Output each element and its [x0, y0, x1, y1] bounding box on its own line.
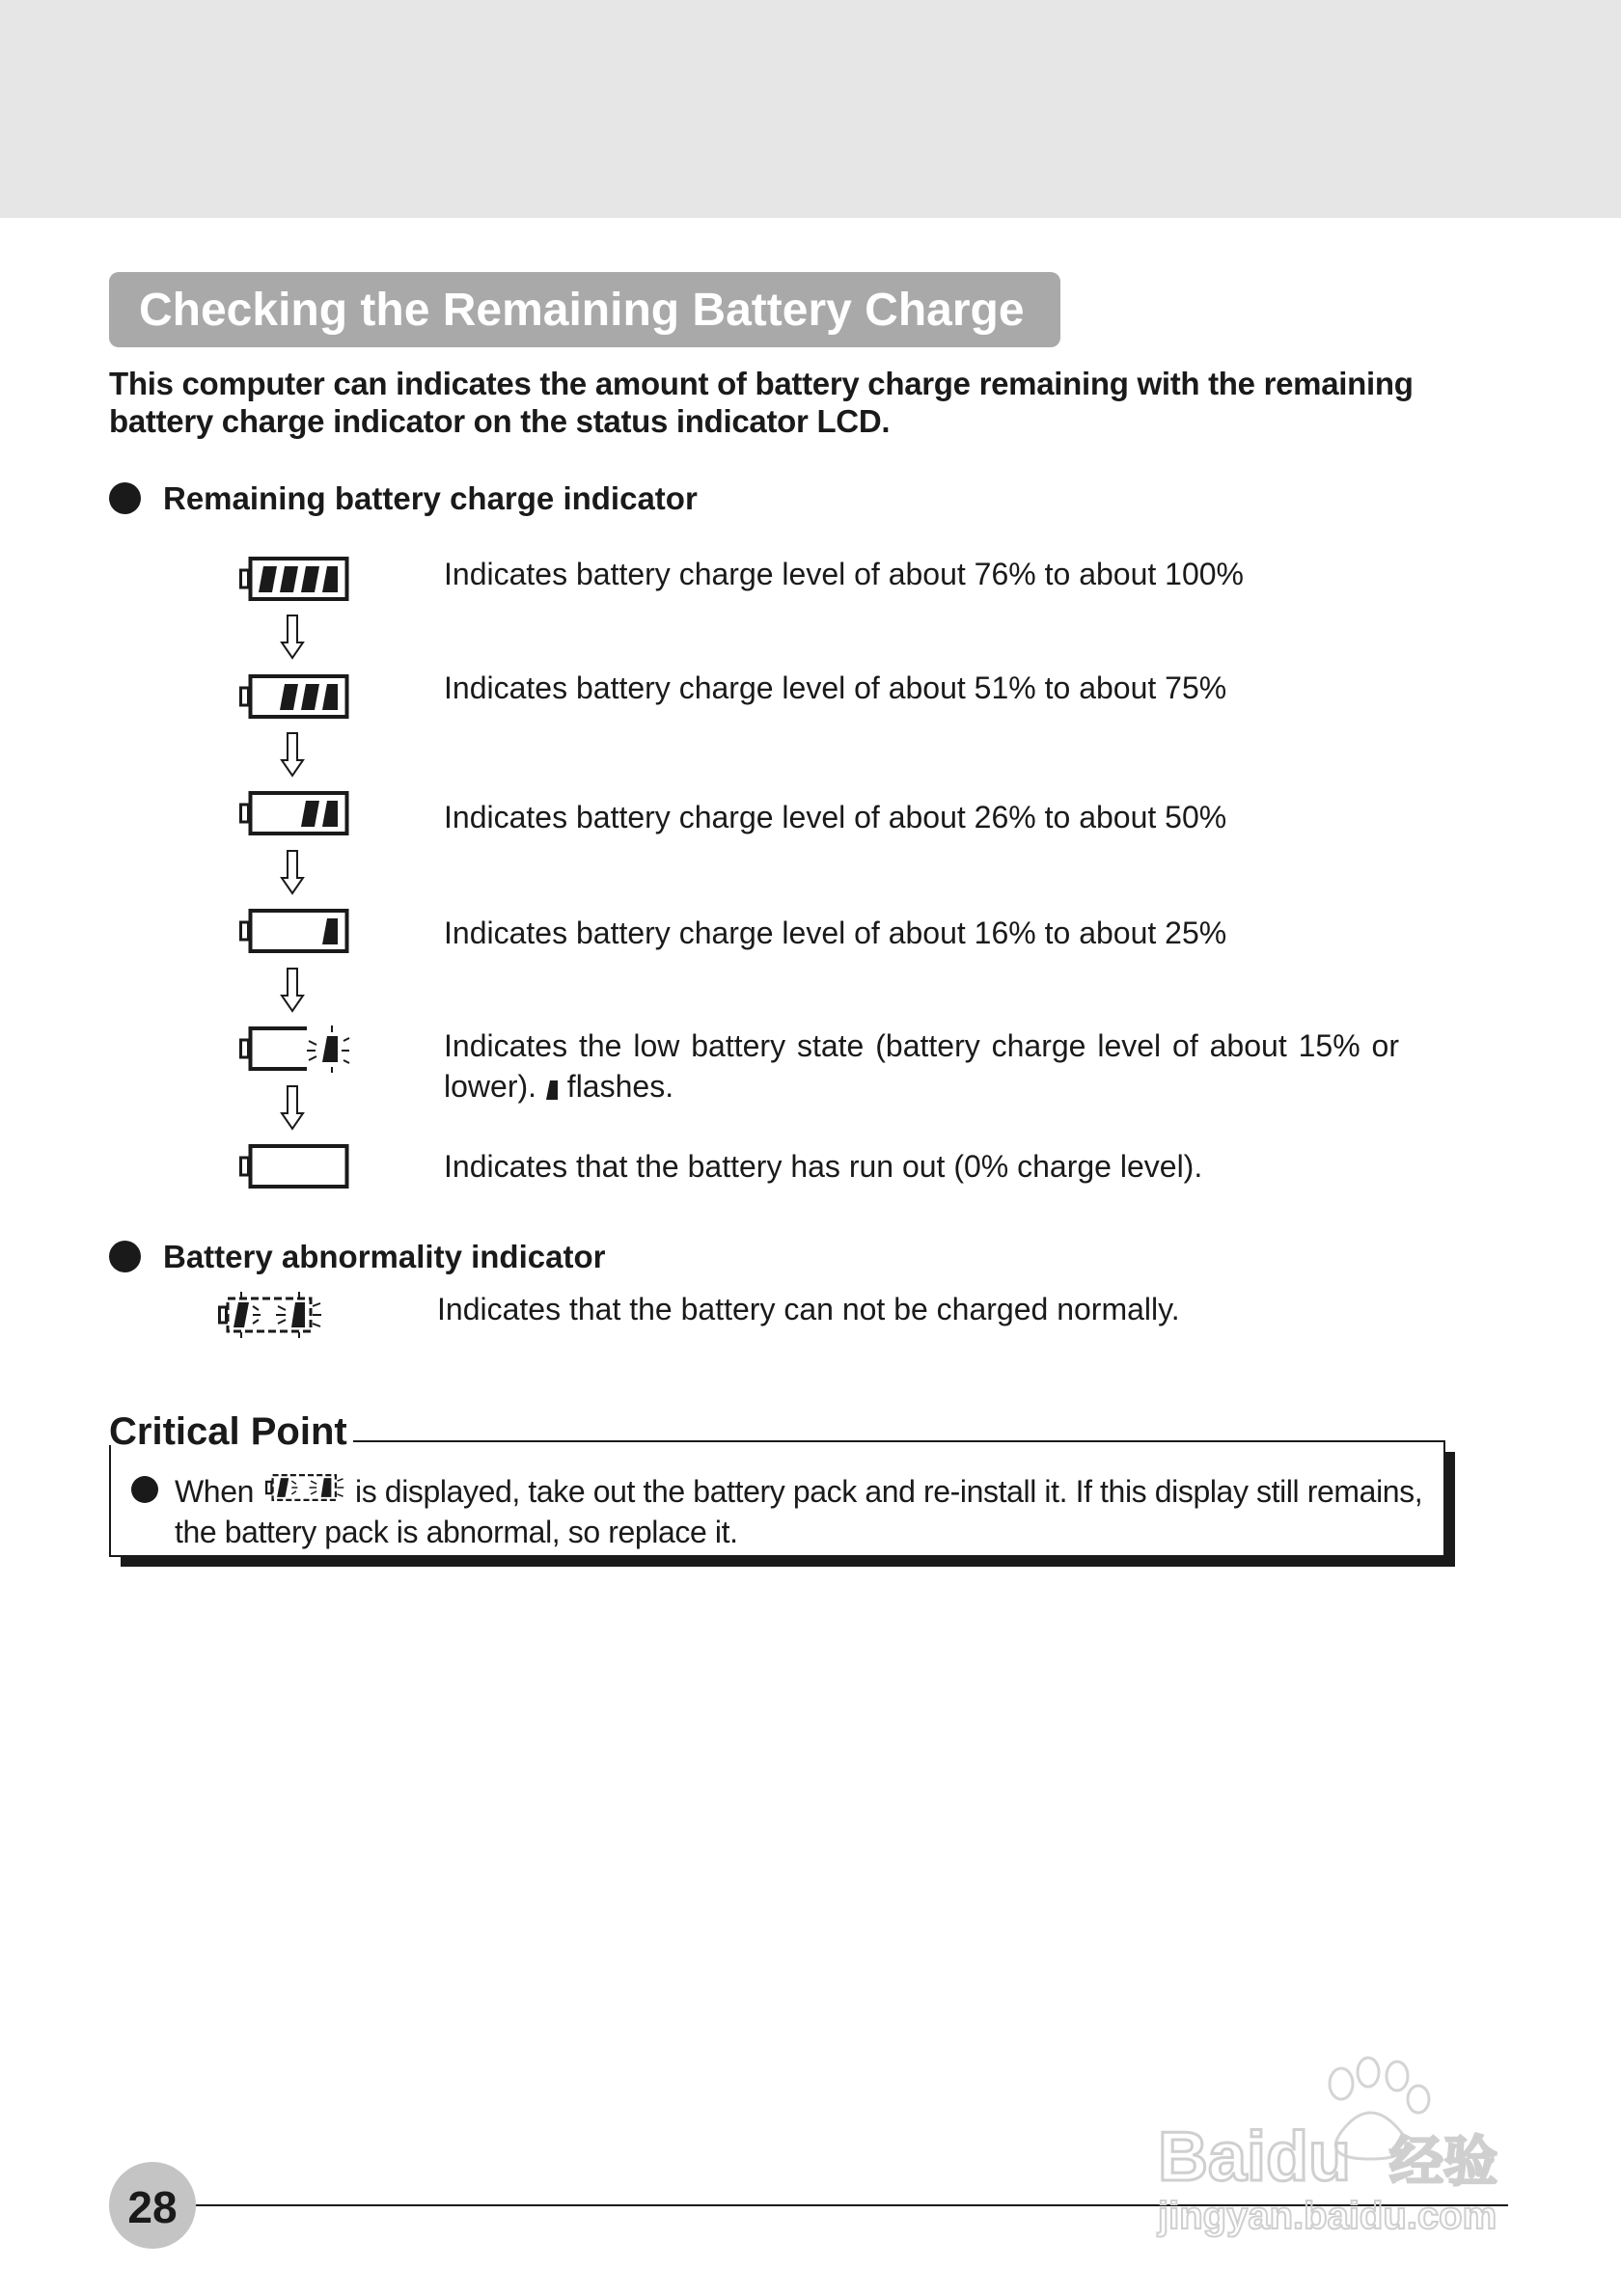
critical-point-title: Critical Point	[109, 1410, 347, 1453]
remaining-heading-label: Remaining battery charge indicator	[163, 480, 698, 516]
level-5-text-before: Indicates the low battery state (battery charge level of about 15% or lower).	[444, 1028, 1399, 1104]
bar-segment-icon	[545, 1080, 559, 1101]
down-arrow-icon	[280, 614, 305, 660]
watermark-url: jingyan.baidu.com	[1158, 2195, 1497, 2237]
battery-3-bars-icon	[239, 672, 350, 721]
page-number-badge	[109, 2162, 196, 2249]
battery-2-bars-icon	[239, 789, 350, 837]
section-title-bar	[109, 272, 1060, 347]
down-arrow-icon	[280, 849, 305, 895]
abnormality-text: Indicates that the battery can not be charged normally.	[437, 1292, 1180, 1326]
level-3-text: Indicates battery charge level of about 26% to about 50%	[444, 800, 1227, 834]
baidu-watermark-logo	[1148, 2045, 1553, 2238]
critical-point-text-after: is displayed, take out the battery pack and re-install it. If this display still remains, the battery pack is abnormal, so replace it.	[175, 1474, 1423, 1549]
page-number: 28	[127, 2182, 178, 2232]
down-arrow-icon	[280, 1084, 305, 1131]
battery-low-flashing-icon	[239, 1025, 350, 1073]
level-6-text: Indicates that the battery has run out (0% charge level).	[444, 1149, 1203, 1184]
critical-point-text	[175, 1469, 1429, 1552]
watermark-brand: Baidu	[1158, 2118, 1352, 2196]
battery-abnormal-icon	[218, 1291, 322, 1339]
level-2-text: Indicates battery charge level of about 51% to about 75%	[444, 670, 1227, 705]
critical-point-text-before: When	[175, 1474, 254, 1509]
battery-empty-icon	[239, 1142, 350, 1190]
battery-1-bar-icon	[239, 907, 350, 955]
watermark-brand-cn: 经验	[1389, 2131, 1497, 2194]
down-arrow-icon	[280, 731, 305, 778]
battery-4-bars-icon	[239, 555, 350, 603]
bullet-icon	[109, 482, 141, 514]
level-1-text: Indicates battery charge level of about 76% to about 100%	[444, 557, 1244, 591]
level-5-text	[444, 1025, 1399, 1107]
level-5-text-after: flashes.	[566, 1069, 674, 1104]
battery-abnormal-icon	[262, 1469, 347, 1506]
level-4-text: Indicates battery charge level of about 16% to about 25%	[444, 916, 1227, 950]
intro-paragraph: This computer can indicates the amount of battery charge remaining with the remaining battery charge indicator on the status indicator LCD.	[109, 366, 1414, 439]
bullet-icon	[109, 1241, 141, 1272]
down-arrow-icon	[280, 967, 305, 1013]
abnormality-heading-label: Battery abnormality indicator	[163, 1239, 606, 1274]
bullet-icon	[131, 1476, 158, 1503]
header-band	[0, 0, 1621, 218]
page-title: Checking the Remaining Battery Charge	[139, 285, 1025, 336]
